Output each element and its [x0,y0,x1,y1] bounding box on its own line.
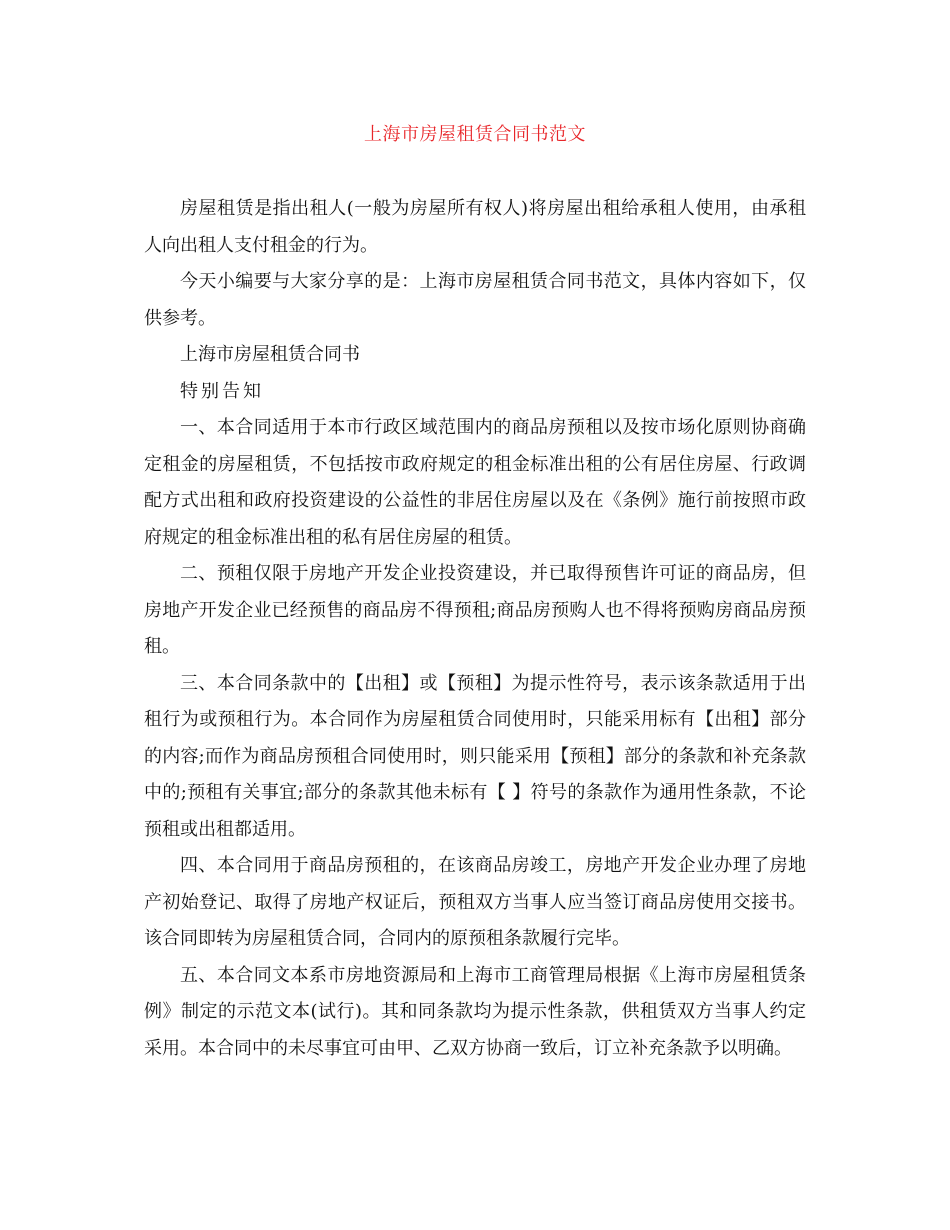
clause-2: 二、预租仅限于房地产开发企业投资建设，并已取得预售许可证的商品房，但房地产开发企业已经预售的商品房不得预租;商品房预购人也不得将预购房商品房预租。 [144,563,806,657]
clause-4: 四、本合同用于商品房预租的，在该商品房竣工，房地产开发企业办理了房地产初始登记、取得了房地产权证后，预租双方当事人应当签订商品房使用交接书。该合同即转为房屋租赁合同，合同内的原预租条款履行完毕。 [144,855,806,949]
special-notice-heading: 特别告知 [180,380,264,402]
paragraph-intro: 房屋租赁是指出租人(一般为房屋所有权人)将房屋出租给承租人使用，由承租人向出租人支付租金的行为。 [144,198,806,256]
paragraph-share: 今天小编要与大家分享的是：上海市房屋租赁合同书范文，具体内容如下，仅供参考。 [144,271,806,329]
clause-3: 三、本合同条款中的【出租】或【预租】为提示性符号，表示该条款适用于出租行为或预租行为。本合同作为房屋租赁合同使用时，只能采用标有【出租】部分的内容;而作为商品房预租合同使用时，则只能采用【预租】部分的条款和补充条款中的;预租有关事宜;部分的条款其他未标有【 】符号的条款作为通用性条款，不论预租或出租都适用。 [144,672,806,840]
clause-5: 五、本合同文本系市房地资源局和上海市工商管理局根据《上海市房屋租赁条例》制定的示范文本(试行)。其和同条款均为提示性条款，供租赁双方当事人约定采用。本合同中的未尽事宜可由甲、乙双方协商一致后，订立补充条款予以明确。 [144,964,806,1059]
document-body [144,191,806,1067]
document-title: 上海市房屋租赁合同书范文 [364,124,586,145]
clause-1: 一、本合同适用于本市行政区域范围内的商品房预租以及按市场化原则协商确定租金的房屋租赁，不包括按市政府规定的租金标准出租的公有居住房屋、行政调配方式出租和政府投资建设的公益性的非居住房屋以及在《条例》施行前按照市政府规定的租金标准出租的私有居住房屋的租赁。 [144,417,806,548]
contract-heading: 上海市房屋租赁合同书 [180,344,360,365]
